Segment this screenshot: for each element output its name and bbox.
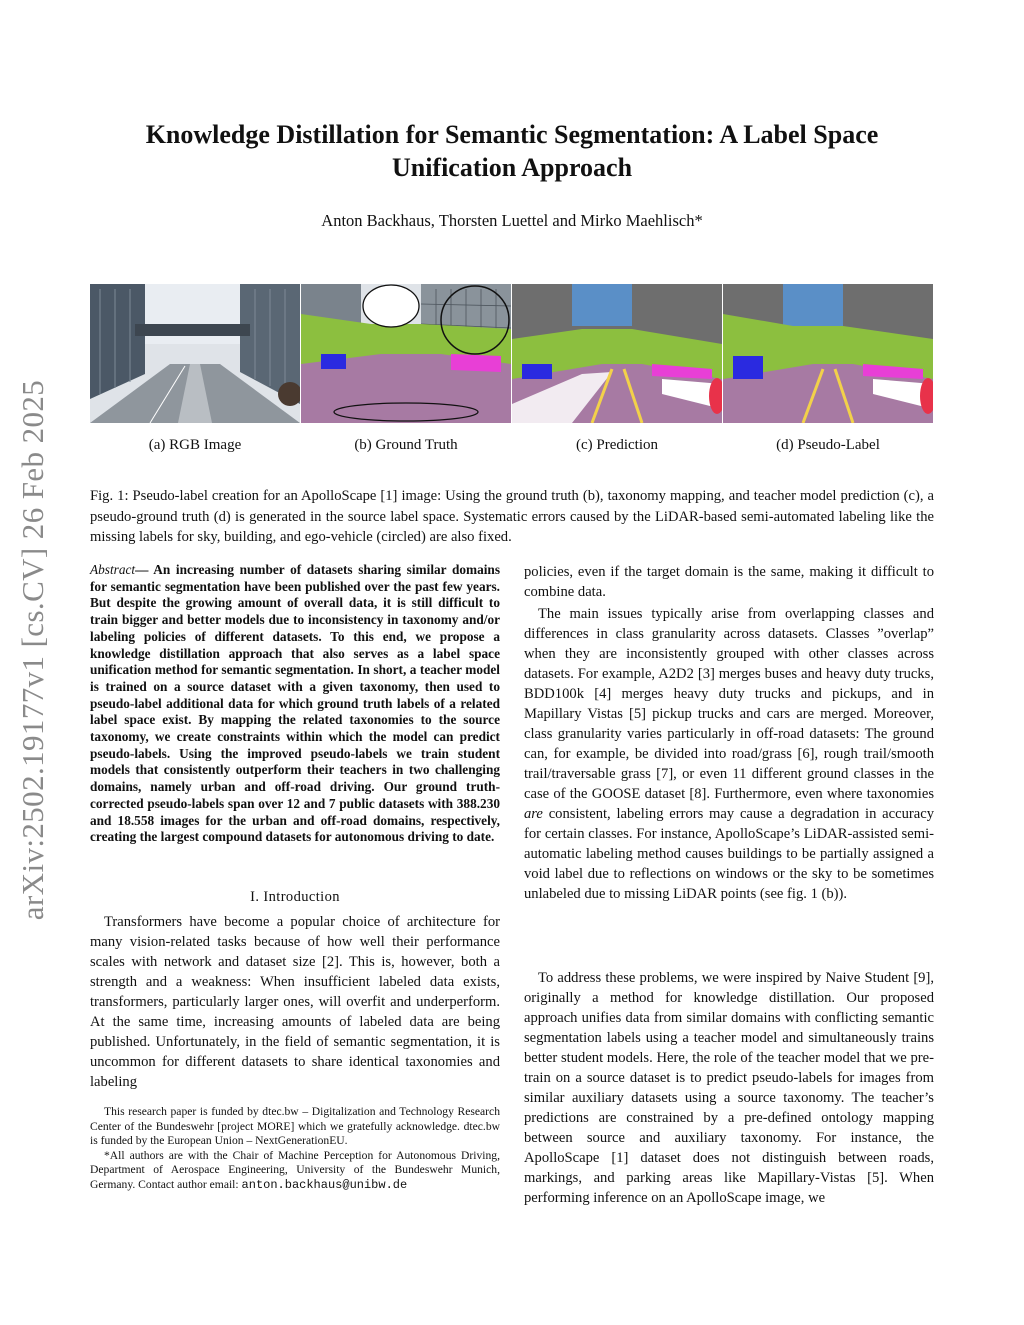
subcaption-ground-truth: (b) Ground Truth — [354, 437, 458, 453]
arxiv-stamp-text: arXiv:2502.19177v1 [cs.CV] 26 Feb 2025 — [15, 379, 50, 921]
figure-panel-prediction — [512, 284, 722, 423]
paper-title: Knowledge Distillation for Semantic Segmentation: A Label Space Unification Approach — [145, 120, 879, 182]
arxiv-stamp — [12, 350, 54, 950]
subcaption-prediction: (c) Prediction — [575, 437, 659, 453]
prediction-illustration — [512, 284, 722, 423]
subcaption-rgb: (a) RGB Image — [148, 437, 242, 453]
intro-paragraph-2 — [524, 604, 934, 904]
pseudo-label-illustration — [723, 284, 933, 423]
footnote-funding: This research paper is funded by dtec.bw – Digitalization and Technology Research Center of the Bundeswehr [project MORE] which we gratefully acknowledge. dtec.bw is funded by the European Union – NextGenerationEU. — [90, 1105, 500, 1148]
subcaption-pseudo-label: (d) Pseudo-Label — [776, 437, 880, 453]
abstract-label: Abstract — [90, 562, 136, 577]
section-heading-introduction: I. Introduction — [250, 889, 340, 905]
figure-panel-ground-truth — [301, 284, 511, 423]
intro-paragraph-3: To address these problems, we were inspired by Naive Student [9], originally a method for knowledge distillation. Our proposed approach unifies data from similar domains with conflicting semantic segmentation labels using a teacher model and simultaneously trains better student models. Here, the role of the teacher model that we pre-train on a source dataset is to predict pseudo-labels for images from similar auxiliary datasets using a source taxonomy. The teacher’s predictions are constrained by a pre-defined ontology mapping between source and auxiliary taxonomy. For instance, the ApolloScape [1] dataset does not distinguish between roads, markings, and parking areas like Mapillary-Vistas [5]. When performing inference on an ApolloScape image, we — [524, 970, 934, 1206]
figure-panel-pseudo-label — [723, 284, 933, 423]
intro-paragraph-2-emphasis: are — [524, 806, 543, 822]
ground-truth-illustration — [301, 284, 511, 423]
footnote-affiliation-text: *All authors are with the Chair of Machine Perception for Autonomous Driving, Department of Aerospace Engineering, University of the Bundeswehr Munich, Germany. Contact author email: — [90, 1148, 500, 1191]
intro-paragraph-1: Transformers have become a popular choice of architecture for many vision-related tasks because of how well their performance scales with network and dataset size [2]. This is, however, both a strength and a weakness: When insufficient labeled data exists, transformers, particularly larger ones, will overfit and underperform. At the same time, increasing amounts of labeled data are being published. Unfortunately, in the field of semantic segmentation, it is uncommon for different datasets to share identical taxonomies and labeling — [90, 914, 500, 1090]
rgb-image-illustration — [90, 284, 300, 423]
figure-panel-rgb — [90, 284, 300, 423]
contact-email: anton.backhaus@unibw.de — [241, 1177, 408, 1192]
footnote-affiliation — [90, 1149, 500, 1193]
author-list: Anton Backhaus, Thorsten Luettel and Mirko Maehlisch* — [321, 211, 703, 230]
footnotes — [90, 1105, 500, 1193]
intro-paragraph-1-continued: policies, even if the target domain is the same, making it difficult to combine data. — [524, 564, 934, 600]
figure-caption: Fig. 1: Pseudo-label creation for an ApolloScape [1] image: Using the ground truth (b), taxonomy mapping, and teacher model prediction (c), a pseudo-ground truth (d) is generated in the source label space. Systematic errors caused by the LiDAR-based semi-automated labeling like the missing labels for sky, building, and ego-vehicle (circled) are also fixed. — [90, 488, 934, 545]
abstract-text: — An increasing number of datasets sharing similar domains for semantic segmentation have been published over the past few years. But despite the growing amount of overall data, it is still difficult to train bigger and better models due to inconsistency in taxonomy and/or labeling policies of different datasets. To this end, we propose a knowledge distillation approach that also serves as a label space unification method for semantic segmentation. In short, a teacher model is trained on a source dataset with a given taxonomy, then used to pseudo-label additional data for which ground truth labels of a related label space exist. By mapping the related taxonomies to the source taxonomy, we create constraints within which the model can predict pseudo-labels. Using the improved pseudo-labels we train student models that consistently outperform their teachers in two challenging domains, namely urban and off-road driving. Our ground truth-corrected pseudo-labels span over 12 and 7 public datasets with 388.230 and 18.558 images for the urban and off-road domains, respectively, creating the largest compound datasets for autonomous driving to date. — [90, 562, 500, 845]
intro-paragraph-2-part-b: consistent, labeling errors may cause a degradation in accuracy for certain classes. For instance, ApolloScape’s LiDAR-assisted semi-automatic labeling method causes buildings to be partially assigned a void label due to reflections on windows or the sky to be sometimes unlabeled due to missing LiDAR points (see fig. 1 (b)). — [524, 806, 934, 902]
intro-paragraph-2-part-a: The main issues typically arise from overlapping classes and differences in class granularity across datasets. Classes ”overlap” when they are inconsistently grouped with other classes across datasets. For example, A2D2 [3] merges buses and heavy duty trucks, BDD100k [4] merges heavy duty trucks and pickups, and in Mapillary Vistas [5] pickup trucks and cars are merged. Moreover, class granularity varies particularly in off-road datasets: The ground can, for example, be divided into road/grass [6], rough trail/smooth trail/traversable grass [7], or even 11 different ground classes in the case of the GOOSE dataset [8]. Furthermore, even where taxonomies — [524, 606, 934, 802]
abstract — [90, 562, 500, 846]
